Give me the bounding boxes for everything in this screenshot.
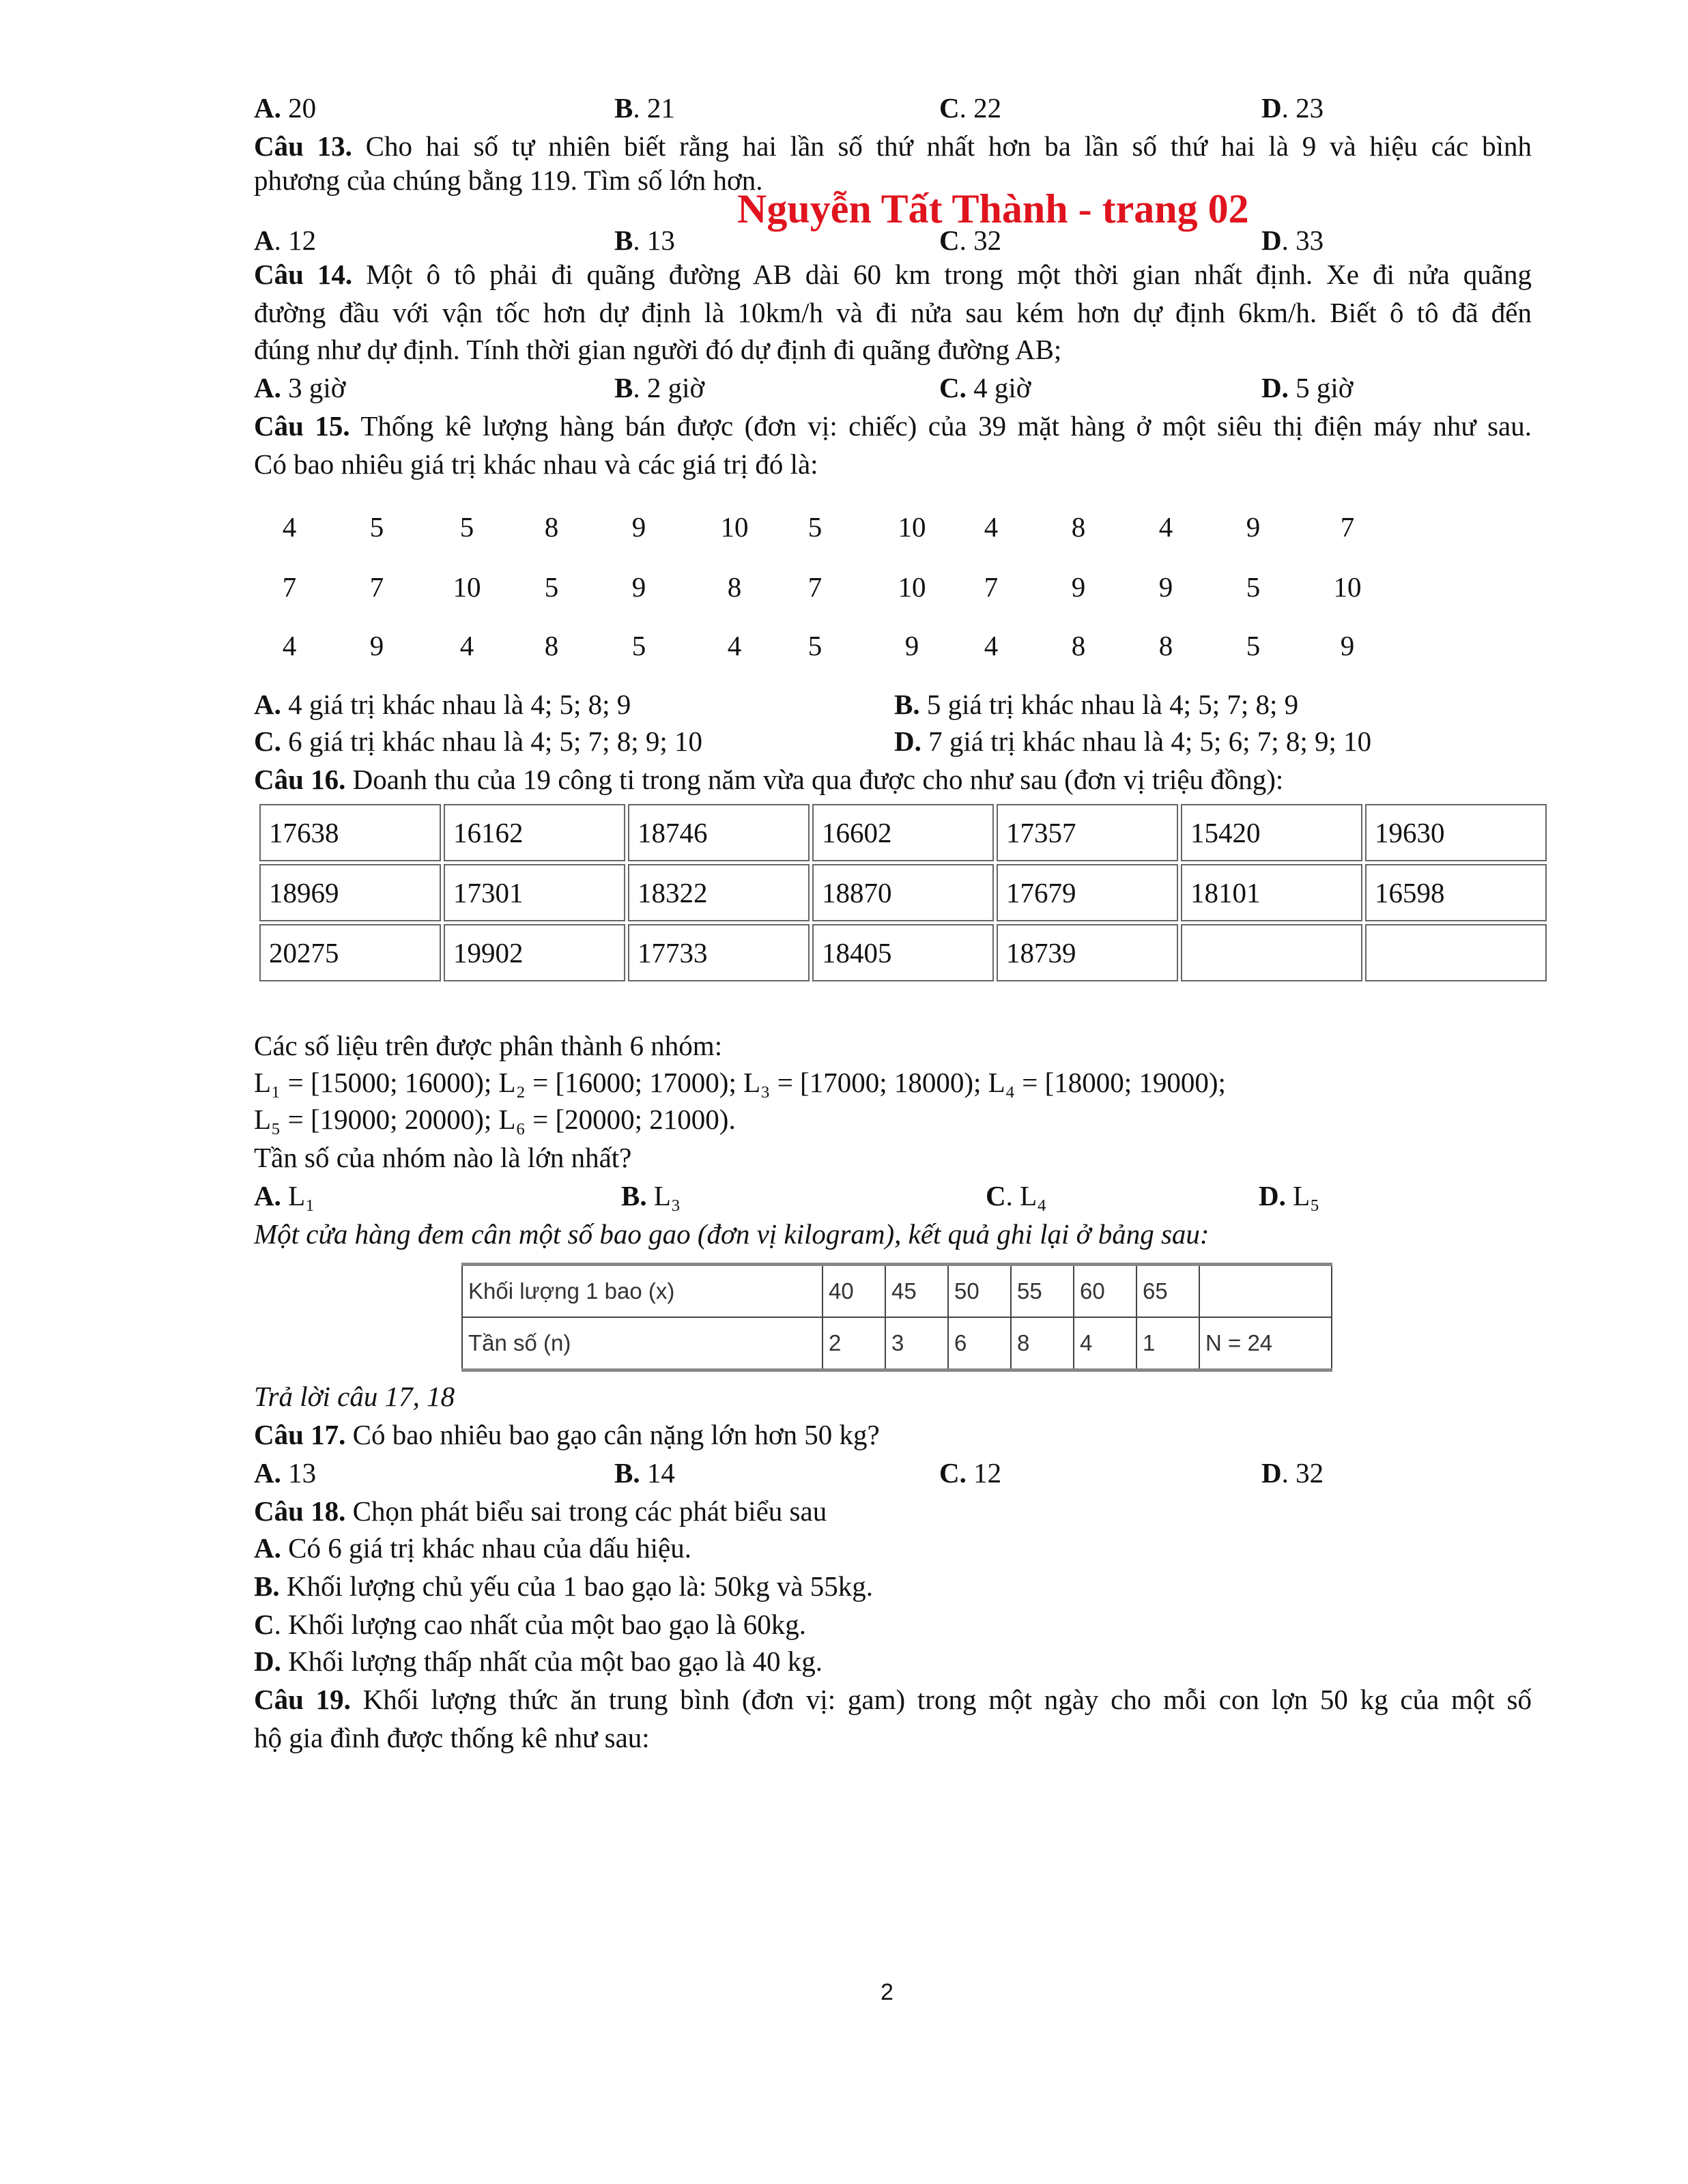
q16-question: Tần số của nhóm nào là lớn nhất? bbox=[254, 1142, 632, 1173]
rice-intro: Một cửa hàng đem cân một số bao gao (đơn vị kilogram), kết quả ghi lại ở bảng sau: bbox=[254, 1218, 1210, 1250]
table-cell: 16598 bbox=[1365, 864, 1547, 921]
data-value: 9 bbox=[1340, 630, 1355, 661]
option-a: A. 20 bbox=[254, 92, 317, 124]
data-value: 7 bbox=[369, 571, 384, 603]
table-cell bbox=[1181, 924, 1362, 981]
cell: 45 bbox=[885, 1265, 948, 1318]
option-d: D. 23 bbox=[1261, 92, 1324, 124]
table-cell: 18739 bbox=[997, 924, 1178, 981]
option-c: C. 12 bbox=[939, 1457, 1002, 1489]
table-cell: 16602 bbox=[812, 804, 994, 861]
option-c: C. 22 bbox=[939, 92, 1002, 124]
option-a: A. 4 giá trị khác nhau là 4; 5; 8; 9 bbox=[254, 689, 631, 720]
q18-line1: Câu 18. Chọn phát biểu sai trong các phát biểu sau bbox=[254, 1495, 827, 1527]
groups-line1: L₁ = [15000; 16000); L₂ = [16000; 17000); L₃ = [17000; 18000); L₄ = [18000; 19000); bbox=[254, 1067, 1226, 1098]
data-value: 5 bbox=[1246, 630, 1261, 661]
table-cell: 17733 bbox=[628, 924, 810, 981]
data-value: 4 bbox=[984, 630, 999, 661]
q13-line2: phương của chúng bằng 119. Tìm số lớn hơn. bbox=[254, 164, 763, 196]
table-cell: 17638 bbox=[259, 804, 441, 861]
option-a: A. 3 giờ bbox=[254, 372, 346, 403]
data-value: 5 bbox=[1246, 571, 1261, 603]
row-header: Khối lượng 1 bao (x) bbox=[462, 1265, 822, 1318]
option-c: C. Khối lượng cao nhất của một bao gạo là 60kg. bbox=[254, 1609, 807, 1640]
option-c: C. 4 giờ bbox=[939, 372, 1031, 403]
data-value: 5 bbox=[631, 630, 646, 661]
option-a: A. 13 bbox=[254, 1457, 317, 1489]
data-value: 8 bbox=[727, 571, 742, 603]
q14-line1: Câu 14. Một ô tô phải đi quãng đường AB dài 60 km trong một thời gian nhất định. Xe đi nửa quãng bbox=[254, 259, 1532, 290]
data-value: 10 bbox=[898, 511, 926, 543]
option-c: C. L₄ bbox=[986, 1180, 1047, 1211]
data-value: 5 bbox=[807, 630, 822, 661]
table-cell: 17357 bbox=[997, 804, 1178, 861]
data-value: 9 bbox=[1158, 571, 1173, 603]
cell: 2 bbox=[822, 1317, 885, 1370]
q19-line1: Câu 19. Khối lượng thức ăn trung bình (đơn vị: gam) trong một ngày cho mỗi con lợn 50 kg của một số bbox=[254, 1684, 1532, 1715]
data-value: 9 bbox=[904, 630, 919, 661]
table-cell: 18969 bbox=[259, 864, 441, 921]
data-value: 8 bbox=[1071, 511, 1086, 543]
option-d: D. L₅ bbox=[1259, 1180, 1320, 1211]
table-row bbox=[462, 1317, 1332, 1370]
option-d: D. Khối lượng thấp nhất của một bao gạo là 40 kg. bbox=[254, 1646, 822, 1677]
option-a: A. Có 6 giá trị khác nhau của dấu hiệu. bbox=[254, 1532, 692, 1564]
option-d: D. 7 giá trị khác nhau là 4; 5; 6; 7; 8; 9; 10 bbox=[894, 725, 1372, 757]
data-value: 8 bbox=[544, 511, 559, 543]
table-cell: 20275 bbox=[259, 924, 441, 981]
cell: 1 bbox=[1136, 1317, 1199, 1370]
data-value: 4 bbox=[459, 630, 474, 661]
table-cell: 17679 bbox=[997, 864, 1178, 921]
option-a: A. 12 bbox=[254, 225, 317, 256]
table-row bbox=[259, 924, 1547, 981]
q15-line2: Có bao nhiêu giá trị khác nhau và các giá trị đó là: bbox=[254, 448, 818, 480]
data-value: 7 bbox=[1340, 511, 1355, 543]
data-value: 10 bbox=[898, 571, 926, 603]
option-d: D. 5 giờ bbox=[1261, 372, 1354, 403]
q13-line1: Câu 13. Cho hai số tự nhiên biết rằng hai lần số thứ nhất hơn ba lần số thứ hai là 9 và hiệu các bình bbox=[254, 130, 1532, 162]
data-value: 4 bbox=[984, 511, 999, 543]
cell: 40 bbox=[822, 1265, 885, 1318]
data-value: 5 bbox=[369, 511, 384, 543]
cell: 60 bbox=[1074, 1265, 1136, 1318]
data-value: 7 bbox=[282, 571, 297, 603]
data-value: 10 bbox=[720, 511, 749, 543]
table-row bbox=[462, 1265, 1332, 1318]
option-b: B. 5 giá trị khác nhau là 4; 5; 7; 8; 9 bbox=[894, 689, 1299, 720]
option-b: B. 13 bbox=[614, 225, 675, 256]
cell: 55 bbox=[1011, 1265, 1074, 1318]
option-c: C. 32 bbox=[939, 225, 1002, 256]
table-cell: 18405 bbox=[812, 924, 994, 981]
q17-line1: Câu 17. Có bao nhiêu bao gạo cân nặng lớn hơn 50 kg? bbox=[254, 1419, 880, 1450]
option-b: B. Khối lượng chủ yếu của 1 bao gạo là: 50kg và 55kg. bbox=[254, 1570, 874, 1602]
option-d: D. 32 bbox=[1261, 1457, 1324, 1489]
table-cell: 16162 bbox=[444, 804, 625, 861]
data-value: 5 bbox=[807, 511, 822, 543]
table-cell: 18101 bbox=[1181, 864, 1362, 921]
data-value: 9 bbox=[369, 630, 384, 661]
data-value: 9 bbox=[631, 511, 646, 543]
cell: N = 24 bbox=[1199, 1317, 1332, 1370]
option-b: B. 14 bbox=[614, 1457, 675, 1489]
data-value: 7 bbox=[984, 571, 999, 603]
table-cell: 18746 bbox=[628, 804, 810, 861]
cell: 8 bbox=[1011, 1317, 1074, 1370]
page-number: 2 bbox=[881, 1979, 893, 2005]
cell: 4 bbox=[1074, 1317, 1136, 1370]
groups-intro: Các số liệu trên được phân thành 6 nhóm: bbox=[254, 1030, 723, 1061]
data-value: 8 bbox=[1158, 630, 1173, 661]
table-cell: 19630 bbox=[1365, 804, 1547, 861]
q14-line3: đúng như dự định. Tính thời gian người đó dự định đi quãng đường AB; bbox=[254, 334, 1062, 365]
cell: 65 bbox=[1136, 1265, 1199, 1318]
table-cell: 17301 bbox=[444, 864, 625, 921]
q16-line1: Câu 16. Doanh thu của 19 công ti trong năm vừa qua được cho như sau (đơn vị triệu đồng): bbox=[254, 764, 1284, 795]
table-cell: 18870 bbox=[812, 864, 994, 921]
data-value: 7 bbox=[807, 571, 822, 603]
data-value: 9 bbox=[631, 571, 646, 603]
table-row bbox=[259, 864, 1547, 921]
groups-line2: L₅ = [19000; 20000); L₆ = [20000; 21000). bbox=[254, 1104, 736, 1135]
data-value: 10 bbox=[1333, 571, 1362, 603]
row-header: Tần số (n) bbox=[462, 1317, 822, 1370]
option-b: B. 21 bbox=[614, 92, 675, 124]
q19-line2: hộ gia đình được thống kê như sau: bbox=[254, 1722, 650, 1753]
table-cell: 19902 bbox=[444, 924, 625, 981]
data-value: 5 bbox=[544, 571, 559, 603]
q15-line1: Câu 15. Thống kê lượng hàng bán được (đơn vị: chiếc) của 39 mặt hàng ở một siêu thị điện máy như sau. bbox=[254, 410, 1532, 442]
data-value: 4 bbox=[727, 630, 742, 661]
data-value: 9 bbox=[1071, 571, 1086, 603]
option-c: C. 6 giá trị khác nhau là 4; 5; 7; 8; 9; 10 bbox=[254, 725, 703, 757]
option-b: B. 2 giờ bbox=[614, 372, 705, 403]
cell bbox=[1199, 1265, 1332, 1318]
cell: 3 bbox=[885, 1317, 948, 1370]
data-value: 4 bbox=[282, 511, 297, 543]
data-value: 4 bbox=[1158, 511, 1173, 543]
cell: 50 bbox=[948, 1265, 1011, 1318]
cell: 6 bbox=[948, 1317, 1011, 1370]
option-d: D. 33 bbox=[1261, 225, 1324, 256]
option-b: B. L₃ bbox=[621, 1180, 681, 1211]
q14-line2: đường đầu với vận tốc hơn dự định là 10km/h và đi nửa sau kém hơn dự định 6km/h. Biết ô tô đã đến bbox=[254, 297, 1532, 328]
data-value: 8 bbox=[544, 630, 559, 661]
rice-frequency-table bbox=[461, 1263, 1332, 1372]
data-value: 9 bbox=[1246, 511, 1261, 543]
table-row bbox=[259, 804, 1547, 861]
table-cell: 15420 bbox=[1181, 804, 1362, 861]
data-value: 10 bbox=[453, 571, 481, 603]
data-value: 8 bbox=[1071, 630, 1086, 661]
data-value: 5 bbox=[459, 511, 474, 543]
revenue-table bbox=[257, 801, 1549, 984]
table-cell: 18322 bbox=[628, 864, 810, 921]
option-a: A. L₁ bbox=[254, 1180, 315, 1211]
table-cell bbox=[1365, 924, 1547, 981]
data-value: 4 bbox=[282, 630, 297, 661]
answer-note: Trả lời câu 17, 18 bbox=[254, 1381, 455, 1412]
watermark: Nguyễn Tất Thành - trang 02 bbox=[737, 186, 1249, 231]
